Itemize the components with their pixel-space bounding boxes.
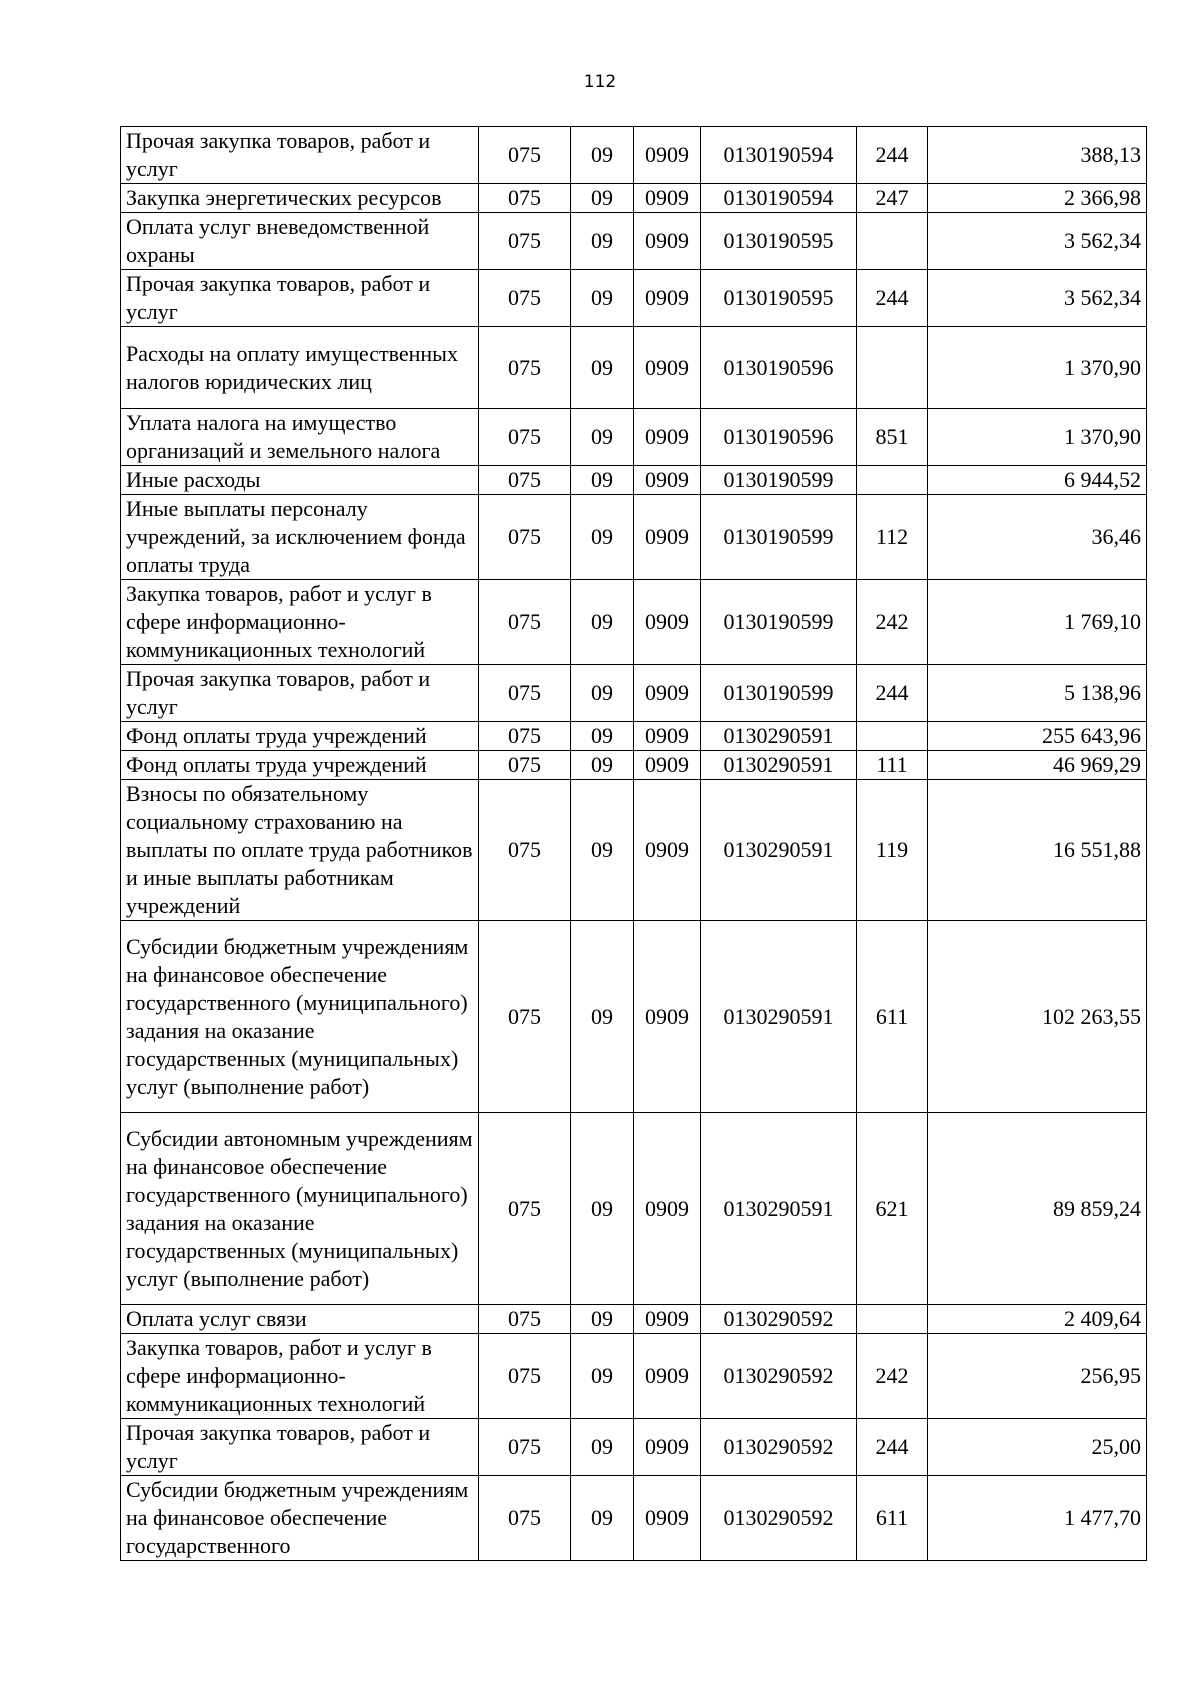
table-row xyxy=(121,327,1147,409)
row-section-code: 09 xyxy=(571,184,634,213)
table-row xyxy=(121,1113,1147,1305)
row-section-code: 09 xyxy=(571,580,634,665)
row-target-code: 0130190599 xyxy=(701,495,857,580)
row-target-code: 0130290591 xyxy=(701,921,857,1113)
row-expense-type-code: 611 xyxy=(857,1476,928,1561)
row-name: Иные выплаты персоналу учреждений, за исключением фонда оплаты труда xyxy=(121,495,479,580)
row-section-code: 09 xyxy=(571,409,634,466)
row-admin-code: 075 xyxy=(479,1476,571,1561)
row-admin-code: 075 xyxy=(479,495,571,580)
row-section-code: 09 xyxy=(571,722,634,751)
row-amount: 102 263,55 xyxy=(928,921,1147,1113)
row-section-code: 09 xyxy=(571,213,634,270)
row-name: Прочая закупка товаров, работ и услуг xyxy=(121,127,479,184)
row-target-code: 0130290592 xyxy=(701,1476,857,1561)
table-row xyxy=(121,1334,1147,1419)
row-expense-type-code: 119 xyxy=(857,780,928,921)
row-target-code: 0130290592 xyxy=(701,1305,857,1334)
row-subsection-code: 0909 xyxy=(634,184,701,213)
row-expense-type-code xyxy=(857,327,928,409)
row-admin-code: 075 xyxy=(479,1113,571,1305)
row-name: Фонд оплаты труда учреждений xyxy=(121,751,479,780)
row-section-code: 09 xyxy=(571,665,634,722)
row-admin-code: 075 xyxy=(479,1305,571,1334)
row-subsection-code: 0909 xyxy=(634,127,701,184)
row-section-code: 09 xyxy=(571,270,634,327)
row-target-code: 0130190599 xyxy=(701,466,857,495)
row-name: Закупка энергетических ресурсов xyxy=(121,184,479,213)
table-row xyxy=(121,184,1147,213)
row-admin-code: 075 xyxy=(479,466,571,495)
row-amount: 36,46 xyxy=(928,495,1147,580)
row-expense-type-code: 244 xyxy=(857,127,928,184)
row-section-code: 09 xyxy=(571,921,634,1113)
row-subsection-code: 0909 xyxy=(634,270,701,327)
row-section-code: 09 xyxy=(571,1419,634,1476)
row-target-code: 0130290591 xyxy=(701,1113,857,1305)
table-row xyxy=(121,780,1147,921)
row-subsection-code: 0909 xyxy=(634,1334,701,1419)
table-row xyxy=(121,495,1147,580)
row-amount: 3 562,34 xyxy=(928,213,1147,270)
row-section-code: 09 xyxy=(571,1334,634,1419)
row-name: Субсидии бюджетным учреждениям на финансовое обеспечение государственного xyxy=(121,1476,479,1561)
row-target-code: 0130290592 xyxy=(701,1419,857,1476)
row-expense-type-code: 112 xyxy=(857,495,928,580)
row-admin-code: 075 xyxy=(479,1334,571,1419)
row-admin-code: 075 xyxy=(479,213,571,270)
row-expense-type-code xyxy=(857,1305,928,1334)
row-subsection-code: 0909 xyxy=(634,665,701,722)
row-admin-code: 075 xyxy=(479,127,571,184)
row-admin-code: 075 xyxy=(479,780,571,921)
row-subsection-code: 0909 xyxy=(634,1419,701,1476)
row-expense-type-code: 111 xyxy=(857,751,928,780)
row-amount: 6 944,52 xyxy=(928,466,1147,495)
page-number: 112 xyxy=(583,72,617,92)
row-target-code: 0130290591 xyxy=(701,751,857,780)
row-subsection-code: 0909 xyxy=(634,751,701,780)
row-amount: 388,13 xyxy=(928,127,1147,184)
row-expense-type-code: 244 xyxy=(857,1419,928,1476)
row-admin-code: 075 xyxy=(479,751,571,780)
row-amount: 255 643,96 xyxy=(928,722,1147,751)
row-target-code: 0130190599 xyxy=(701,665,857,722)
row-name: Уплата налога на имущество организаций и земельного налога xyxy=(121,409,479,466)
row-amount: 46 969,29 xyxy=(928,751,1147,780)
row-amount: 5 138,96 xyxy=(928,665,1147,722)
row-subsection-code: 0909 xyxy=(634,1113,701,1305)
table-row xyxy=(121,722,1147,751)
row-target-code: 0130290591 xyxy=(701,722,857,751)
row-expense-type-code xyxy=(857,213,928,270)
row-section-code: 09 xyxy=(571,127,634,184)
row-name: Прочая закупка товаров, работ и услуг xyxy=(121,1419,479,1476)
row-target-code: 0130190599 xyxy=(701,580,857,665)
row-subsection-code: 0909 xyxy=(634,1476,701,1561)
table-row xyxy=(121,580,1147,665)
row-section-code: 09 xyxy=(571,780,634,921)
row-name: Прочая закупка товаров, работ и услуг xyxy=(121,665,479,722)
row-target-code: 0130290591 xyxy=(701,780,857,921)
row-amount: 1 769,10 xyxy=(928,580,1147,665)
row-name: Прочая закупка товаров, работ и услуг xyxy=(121,270,479,327)
row-section-code: 09 xyxy=(571,1476,634,1561)
table-row xyxy=(121,270,1147,327)
row-name: Фонд оплаты труда учреждений xyxy=(121,722,479,751)
row-amount: 2 409,64 xyxy=(928,1305,1147,1334)
row-expense-type-code: 242 xyxy=(857,580,928,665)
table-row xyxy=(121,466,1147,495)
row-expense-type-code: 244 xyxy=(857,270,928,327)
row-name: Оплата услуг связи xyxy=(121,1305,479,1334)
row-subsection-code: 0909 xyxy=(634,580,701,665)
row-admin-code: 075 xyxy=(479,1419,571,1476)
table-row xyxy=(121,127,1147,184)
row-section-code: 09 xyxy=(571,1113,634,1305)
row-section-code: 09 xyxy=(571,495,634,580)
row-subsection-code: 0909 xyxy=(634,722,701,751)
row-target-code: 0130190595 xyxy=(701,213,857,270)
row-expense-type-code xyxy=(857,466,928,495)
table-row xyxy=(121,1419,1147,1476)
row-amount: 256,95 xyxy=(928,1334,1147,1419)
row-admin-code: 075 xyxy=(479,665,571,722)
row-expense-type-code: 247 xyxy=(857,184,928,213)
row-amount: 1 477,70 xyxy=(928,1476,1147,1561)
row-section-code: 09 xyxy=(571,751,634,780)
row-admin-code: 075 xyxy=(479,270,571,327)
row-target-code: 0130290592 xyxy=(701,1334,857,1419)
table-row xyxy=(121,409,1147,466)
table-row xyxy=(121,213,1147,270)
row-subsection-code: 0909 xyxy=(634,1305,701,1334)
row-admin-code: 075 xyxy=(479,327,571,409)
row-name: Иные расходы xyxy=(121,466,479,495)
row-expense-type-code: 611 xyxy=(857,921,928,1113)
row-amount: 25,00 xyxy=(928,1419,1147,1476)
row-section-code: 09 xyxy=(571,1305,634,1334)
row-subsection-code: 0909 xyxy=(634,780,701,921)
table-row xyxy=(121,1476,1147,1561)
budget-table xyxy=(120,126,1147,1561)
row-amount: 3 562,34 xyxy=(928,270,1147,327)
row-name: Закупка товаров, работ и услуг в сфере информационно-коммуникационных технологий xyxy=(121,580,479,665)
row-target-code: 0130190595 xyxy=(701,270,857,327)
row-target-code: 0130190596 xyxy=(701,327,857,409)
row-name: Оплата услуг вневедомственной охраны xyxy=(121,213,479,270)
row-expense-type-code: 851 xyxy=(857,409,928,466)
row-admin-code: 075 xyxy=(479,409,571,466)
row-name: Субсидии бюджетным учреждениям на финансовое обеспечение государственного (муниципального) задания на оказание государственных (муниципальных) услуг (выполнение работ) xyxy=(121,921,479,1113)
table-row xyxy=(121,921,1147,1113)
row-expense-type-code: 621 xyxy=(857,1113,928,1305)
row-name: Закупка товаров, работ и услуг в сфере информационно-коммуникационных технологий xyxy=(121,1334,479,1419)
table-row xyxy=(121,1305,1147,1334)
row-amount: 89 859,24 xyxy=(928,1113,1147,1305)
table-row xyxy=(121,751,1147,780)
row-subsection-code: 0909 xyxy=(634,213,701,270)
row-expense-type-code: 242 xyxy=(857,1334,928,1419)
row-admin-code: 075 xyxy=(479,580,571,665)
row-target-code: 0130190594 xyxy=(701,184,857,213)
row-subsection-code: 0909 xyxy=(634,921,701,1113)
row-admin-code: 075 xyxy=(479,921,571,1113)
row-name: Взносы по обязательному социальному страхованию на выплаты по оплате труда работников и иные выплаты работникам учреждений xyxy=(121,780,479,921)
row-target-code: 0130190594 xyxy=(701,127,857,184)
row-subsection-code: 0909 xyxy=(634,495,701,580)
row-amount: 2 366,98 xyxy=(928,184,1147,213)
row-subsection-code: 0909 xyxy=(634,327,701,409)
row-subsection-code: 0909 xyxy=(634,466,701,495)
row-target-code: 0130190596 xyxy=(701,409,857,466)
row-amount: 1 370,90 xyxy=(928,409,1147,466)
table-row xyxy=(121,665,1147,722)
row-expense-type-code: 244 xyxy=(857,665,928,722)
row-amount: 1 370,90 xyxy=(928,327,1147,409)
row-section-code: 09 xyxy=(571,327,634,409)
row-section-code: 09 xyxy=(571,466,634,495)
row-admin-code: 075 xyxy=(479,184,571,213)
row-name: Субсидии автономным учреждениям на финансовое обеспечение государственного (муниципального) задания на оказание государственных (муниципальных) услуг (выполнение работ) xyxy=(121,1113,479,1305)
row-admin-code: 075 xyxy=(479,722,571,751)
row-amount: 16 551,88 xyxy=(928,780,1147,921)
row-name: Расходы на оплату имущественных налогов юридических лиц xyxy=(121,327,479,409)
row-subsection-code: 0909 xyxy=(634,409,701,466)
row-expense-type-code xyxy=(857,722,928,751)
table-body xyxy=(121,127,1147,1561)
